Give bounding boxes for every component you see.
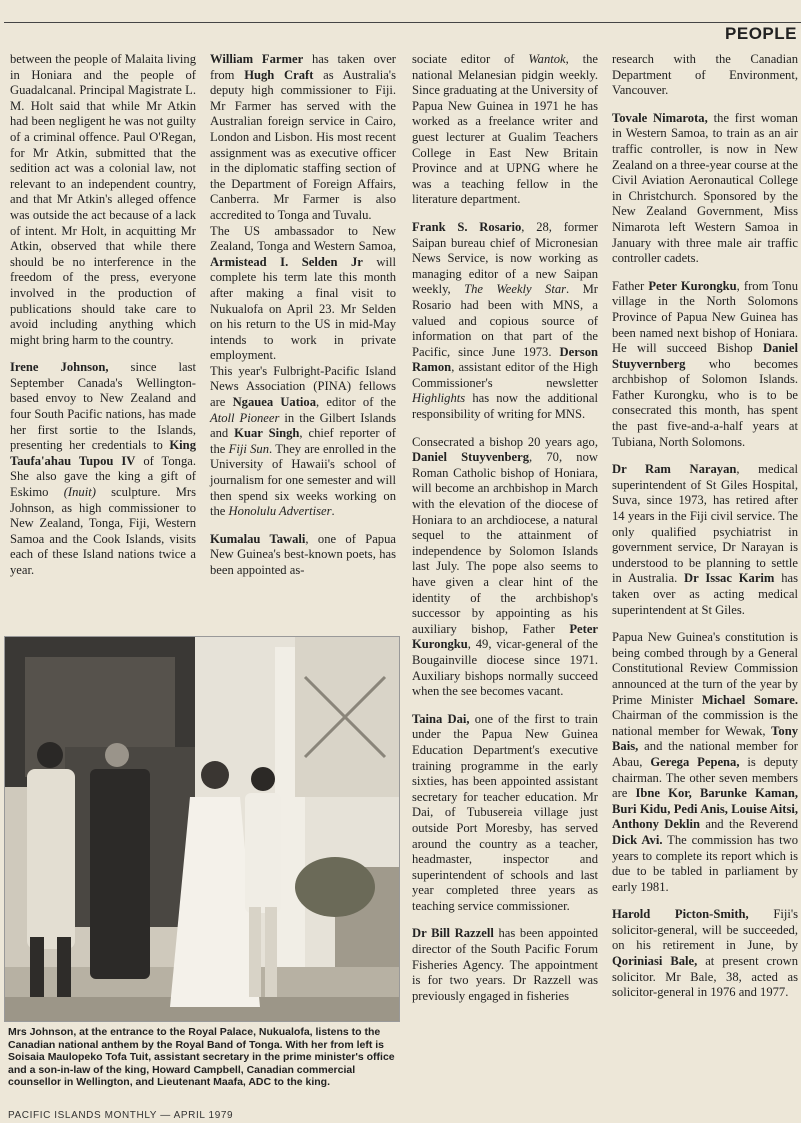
header-rule bbox=[4, 22, 801, 23]
paragraph: Harold Picton-Smith, Fiji's solicitor-general, will be succeeded, on his retirement in June, by Qoriniasi Bale, at present crown solicitor. Mr Bale, 38, acted as solicitor-general in 1976 and 1977. bbox=[612, 907, 799, 1000]
person-name: Dr Ram Narayan bbox=[612, 462, 737, 477]
person-name: Tony Bais, bbox=[612, 723, 798, 754]
person-name: Kuar Singh bbox=[234, 426, 300, 441]
column-3 bbox=[412, 52, 598, 1004]
person-name: Daniel Stuyvernberg bbox=[612, 341, 798, 371]
person-name: Taina Dai, bbox=[412, 711, 470, 726]
person-name: Irene Johnson, bbox=[10, 360, 109, 375]
palace-entrance-photo bbox=[4, 636, 400, 1022]
person-name: Kumalau Tawali bbox=[210, 531, 306, 546]
paragraph: William Farmer has taken over from Hugh Craft as Australia's deputy high commissioner to Fiji. Mr Farmer has served with the Australian foreign service in Cairo, London and Lisbon. His most recent assignment was as executive officer in the diplomatic staffing section of the Department of Foreign Affairs, Canberra. Mr Farmer is also accredited to Tonga and Tuvalu. bbox=[210, 52, 396, 222]
paragraph: Tovale Nimarota, the first woman in Western Samoa, to train as an air traffic controller, is now in New Zealand on a three-year course at the Civil Aviation Aeronautical College in Christchurch. Sponsored by the New Zealand Government, Miss Nimarota left Western Samoa in January with three male air traffic controller cadets. bbox=[612, 110, 799, 266]
paragraph: Papua New Guinea's constitution is being combed through by a General Constitutional Review Commission announced at the turn of the year by Prime Minister Michael Somare. Chairman of the commission is the national member for Wewak, Tony Bais, and the national member for Abau, Gerega Pepena, is deputy chairman. The other seven members are Ibne Kor, Barunke Kaman, Buri Kidu, Pedi Anis, Louise Aitsi, Anthony Deklin and the Reverend Dick Avi. The commission has two years to complete its report which is due to be tabled in parliament by early 1981. bbox=[612, 630, 799, 894]
page-footer: PACIFIC ISLANDS MONTHLY — APRIL 1979 bbox=[8, 1110, 234, 1121]
paragraph: The US ambassador to New Zealand, Tonga and Western Samoa, Armistead I. Selden Jr will complete his term late this month after making a final visit to Nukualofa on April 23. Mr Selden on his return to the US in mid-May intends to work in private employment. bbox=[210, 223, 396, 363]
person-name: Gerega Pepena, bbox=[650, 754, 740, 769]
person-name: Harold Picton-Smith, bbox=[612, 907, 749, 922]
person-name: King Taufa'ahau Tupou IV bbox=[10, 438, 196, 468]
paragraph: research with the Canadian Department of Environment, Vancouver. bbox=[612, 52, 798, 98]
photo-illustration bbox=[5, 637, 399, 1021]
person-name: Hugh Craft bbox=[244, 67, 314, 82]
person-name: Dr Issac Karim bbox=[684, 571, 775, 586]
column-1 bbox=[10, 52, 196, 579]
photo-caption: Mrs Johnson, at the entrance to the Royal Palace, Nukualofa, listens to the Canadian national anthem by the Royal Band of Tonga. With her from left is Soisaia Maulopeko Tofa Tuit, assistant secretary in the prime minister's office and a son-in-law of the king, Howard Campbell, Canadian commercial counsellor in Wellington, and Lieutenant Maafa, ADC to the king. bbox=[8, 1026, 395, 1089]
column-4 bbox=[612, 52, 798, 1001]
section-title: PEOPLE bbox=[725, 24, 797, 43]
person-name: Dr Bill Razzell bbox=[412, 926, 494, 941]
person-name: Ibne Kor, Barunke Kaman, Buri Kidu, Pedi Anis, Louise Aitsi, Anthony Deklin bbox=[612, 786, 798, 832]
paragraph: Irene Johnson, since last September Canada's Wellington-based envoy to New Zealand and four South Pacific nations, has made her first sortie to the Islands, presenting her credentials to King Taufa'ahau Tupou IV of Tonga. She also gave the king a gift of Eskimo (Inuit) sculpture. Mrs Johnson, as high commissioner to New Zealand, Tonga, Fiji, Western Samoa and the Cook Islands, visits each of these Island nations twice a year. bbox=[10, 360, 196, 577]
paragraph: This year's Fulbright-Pacific Island News Association (PINA) fellows are Ngauea Uatioa, editor of the Atoll Pioneer in the Gilbert Islands and Kuar Singh, chief reporter of the Fiji Sun. They are enrolled in the University of Hawaii's school of journalism for one semester and will then spend six weeks working on the Honolulu Advertiser. bbox=[210, 363, 397, 519]
paragraph: Father Peter Kurongku, from Tonu village in the North Solomons Province of Papua New Guinea has been named next bishop of Honiara. He will succeed Bishop Daniel Stuyvernberg who becomes archbishop of Solomon Islands. Father Kurongku, who is to be consecrated this month, has spent the past five-and-a-half years at Tubiana, North Solomons. bbox=[612, 278, 798, 449]
column-2 bbox=[210, 52, 396, 579]
person-name: Michael Somare. bbox=[701, 692, 799, 707]
paragraph: sociate editor of Wantok, the national Melanesian pidgin weekly. Since graduating at the University of Papua New Guinea in 1971 he has worked as a freelance writer and guest lecturer at Gualim Teachers College in East New Britain Province and at UPNG where he was a teaching fellow in the literature department. bbox=[412, 52, 598, 207]
person-name: Armistead I. Selden Jr bbox=[210, 254, 363, 269]
paragraph: Taina Dai, one of the first to train under the Papua New Guinea Education Department's executive training programme in the early sixties, has been appointed assistant secretary for teacher education. Mr Dai, of Tubusereia village just outside Port Moresby, has served around the country as a teacher, headmaster, inspector and superintendent of schools and last year completed three years as teaching service commissioner. bbox=[412, 711, 598, 913]
person-name: Peter Kurongku bbox=[412, 621, 598, 652]
person-name: Ngauea Uatioa bbox=[232, 395, 317, 410]
person-name: Qoriniasi Bale, bbox=[612, 954, 698, 969]
person-name: Derson Ramon bbox=[412, 344, 598, 375]
person-name: Frank S. Rosario bbox=[412, 219, 522, 234]
person-name: Tovale Nimarota, bbox=[612, 110, 708, 125]
person-name: William Farmer bbox=[210, 52, 304, 66]
paragraph: Dr Bill Razzell has been appointed director of the South Pacific Forum Fisheries Agency. The appointment is for two years. Dr Razzell was previously engaged in fisheries bbox=[412, 926, 599, 1003]
paragraph: Kumalau Tawali, one of Papua New Guinea's best-known poets, has been appointed as- bbox=[210, 531, 396, 577]
person-name: Daniel Stuyvenberg bbox=[412, 450, 530, 465]
person-name: Dick Avi. bbox=[612, 832, 663, 847]
paragraph: between the people of Malaita living in Honiara and the people of Guadalcanal. Principal Magistrate L. M. Holt said that while Mr Atkin had been negligent he was not guilty of a criminal offence. Paul O'Regan, for Mr Atkin, submitted that the sedition act was a colonial law, not relevant to an independent country, and that Mr Atkin's alleged offence was outside the act because of a lack of intent. Mr Holt, in acquitting Mr Atkin, observed that while there should be no interference in the freedom of the press, everyone involved in the production of publications should take care to avoid including anything which might bring harm to the country. bbox=[10, 52, 196, 347]
paragraph: Consecrated a bishop 20 years ago, Daniel Stuyvenberg, 70, now Roman Catholic bishop of Honiara, will become an archbishop in March with the elevation of the diocese of Honiara to an archdiocese, a natural sequel to the attainment of independence by Solomon Islands last July. The pope also seems to have given a clear hint of the identity of the archbishop's successor by appointing as his auxiliary bishop, Father Peter Kurongku, 49, vicar-general of the Bougainville diocese since 1971. Auxiliary bishops normally succeed when the see becomes vacant. bbox=[412, 434, 598, 699]
person-name: Peter Kurongku bbox=[648, 278, 737, 293]
paragraph: Frank S. Rosario, 28, former Saipan bureau chief of Micronesian News Service, is now working as managing editor of a new Saipan weekly, The Weekly Star. Mr Rosario had been with MNS, a valued and copious source of information on that part of the Pacific, since June 1973. Derson Ramon, assistant editor of the High Commissioner's newsletter Highlights has now the additional responsibility of writing for MNS. bbox=[412, 219, 598, 422]
paragraph: Dr Ram Narayan, medical superintendent of St Giles Hospital, Suva, since 1973, has retired after 14 years in the Fiji civil service. The only qualified psychiatrist in government service, Dr Narayan is understood to be planning to settle in Australia. Dr Issac Karim has taken over as acting medical superintendent at St Giles. bbox=[612, 462, 799, 617]
